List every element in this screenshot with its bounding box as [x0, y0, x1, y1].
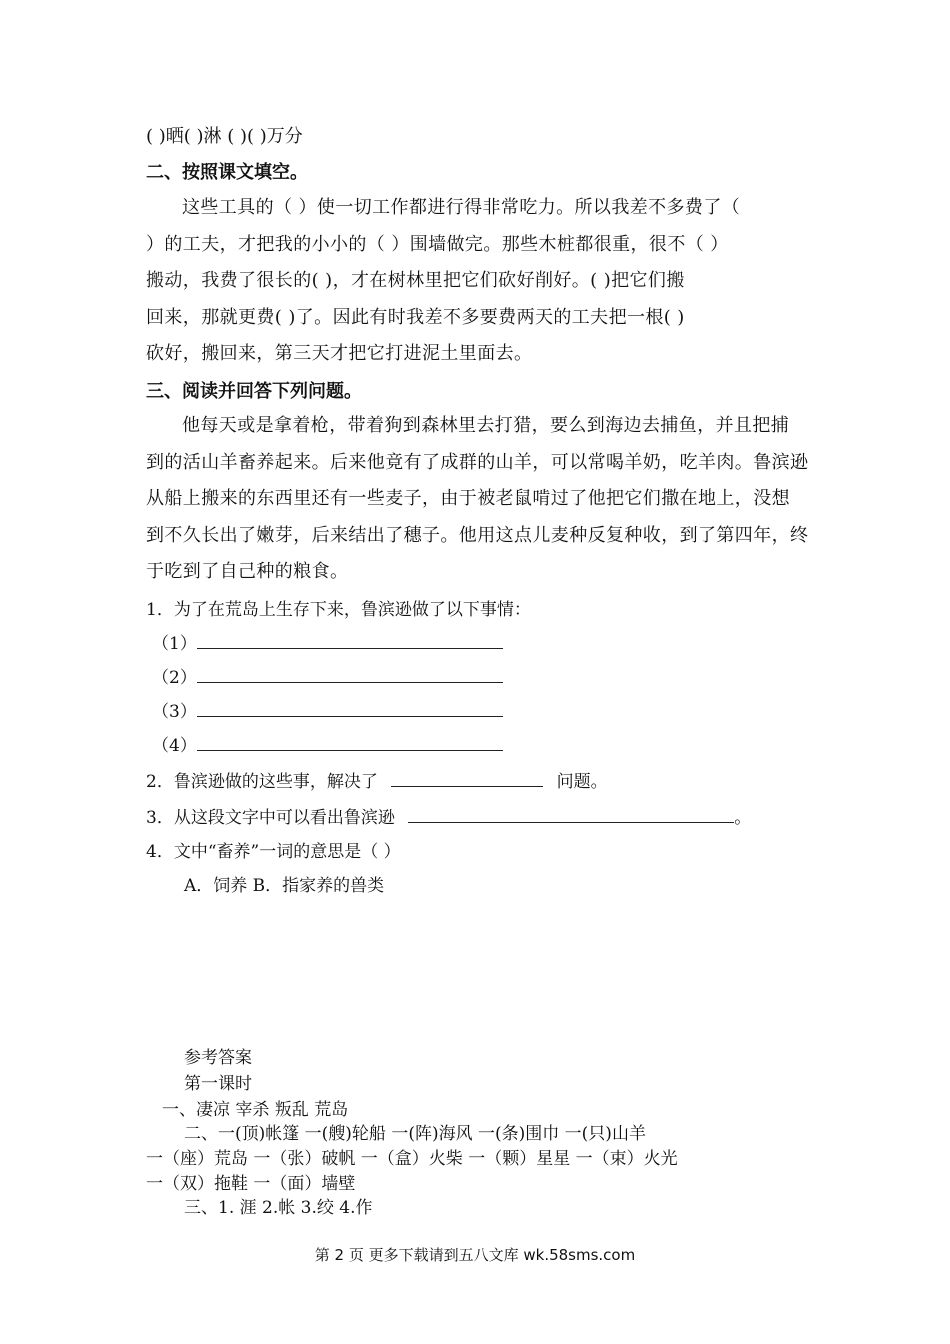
section-3-heading: 三、阅读并回答下列问题。 [146, 381, 362, 402]
question-2-text: 2．鲁滨逊做的这些事，解决了 [146, 772, 378, 792]
question-3-suffix: 。 [734, 808, 752, 828]
answer-part-2-line-3: 一（双）拖鞋 一（面）墙壁 [146, 1174, 356, 1194]
answer-line-1 [152, 632, 503, 656]
answer-blank[interactable] [197, 681, 503, 683]
answer-blank[interactable] [197, 715, 503, 717]
answer-blank[interactable] [197, 749, 503, 751]
answer-line-3 [152, 700, 503, 724]
question-4: 4．文中“畜养”一词的意思是（ ） [146, 842, 401, 862]
item-label: （4） [152, 736, 197, 756]
question-3 [146, 806, 751, 830]
question-2 [146, 770, 608, 794]
question-3-blank[interactable] [408, 821, 734, 823]
section-2-text [146, 190, 810, 373]
passage-line: 到不久长出了嫩芽，后来结出了穗子。他用这点儿麦种反复种收，到了第四年，终 [146, 524, 809, 546]
text-line: 砍好，搬回来，第三天才把它打进泥土里面去。 [146, 343, 533, 364]
answers-title: 参考答案 [184, 1048, 252, 1068]
answer-blank[interactable] [197, 647, 503, 649]
text-line: 这些工具的（ ）使一切工作都进行得非常吃力。所以我差不多费了（ [182, 197, 741, 218]
question-1: 1．为了在荒岛上生存下来，鲁滨逊做了以下事情： [146, 600, 531, 620]
question-2-blank[interactable] [391, 785, 543, 787]
answer-part-2-line-2: 一（座）荒岛 一（张）破帆 一（盒）火柴 一（颗）星星 一（束）火光 [146, 1149, 678, 1169]
reading-passage [146, 408, 810, 591]
question-4-options: A．饲养 B．指家养的兽类 [184, 876, 385, 896]
answer-part-3: 三、1. 涯 2.帐 3.绞 4.作 [184, 1198, 373, 1218]
question-3-text: 3．从这段文字中可以看出鲁滨逊 [146, 808, 395, 828]
question-2-suffix: 问题。 [556, 772, 608, 792]
answer-line-2 [152, 666, 503, 690]
section-2-heading: 二、按照课文填空。 [146, 162, 308, 183]
passage-line: 从船上搬来的东西里还有一些麦子，由于被老鼠啃过了他把它们撒在地上，没想 [146, 488, 790, 509]
fill-blank-row: ( )晒( )淋 ( )( )万分 [146, 126, 303, 147]
passage-line: 到的活山羊畜养起来。后来他竟有了成群的山羊，可以常喝羊奶，吃羊肉。鲁滨逊 [146, 451, 809, 473]
item-label: （2） [152, 668, 197, 688]
item-label: （3） [152, 702, 197, 722]
text-line: 搬动，我费了很长的( )，才在树林里把它们砍好削好。( )把它们搬 [146, 270, 685, 291]
page-footer: 第 2 页 更多下载请到五八文库 wk.58sms.com [314, 1246, 636, 1264]
passage-line: 于吃到了自己种的粮食。 [146, 561, 349, 582]
passage-line: 他每天或是拿着枪，带着狗到森林里去打猎，要么到海边去捕鱼，并且把捕 [182, 415, 790, 436]
text-line: 回来，那就更费( )了。因此有时我差不多要费两天的工夫把一根( ) [146, 306, 685, 328]
answer-line-4 [152, 734, 503, 758]
answer-part-1: 一、凄凉 宰杀 叛乱 荒岛 [162, 1100, 349, 1120]
answer-part-2-line-1: 二、一(顶)帐篷 一(艘)轮船 一(阵)海风 一(条)围巾 一(只)山羊 [184, 1124, 646, 1144]
item-label: （1） [152, 634, 197, 654]
answers-lesson: 第一课时 [184, 1074, 252, 1094]
text-line: ）的工夫，才把我的小小的（ ）围墙做完。那些木桩都很重，很不（ ） [146, 233, 729, 255]
